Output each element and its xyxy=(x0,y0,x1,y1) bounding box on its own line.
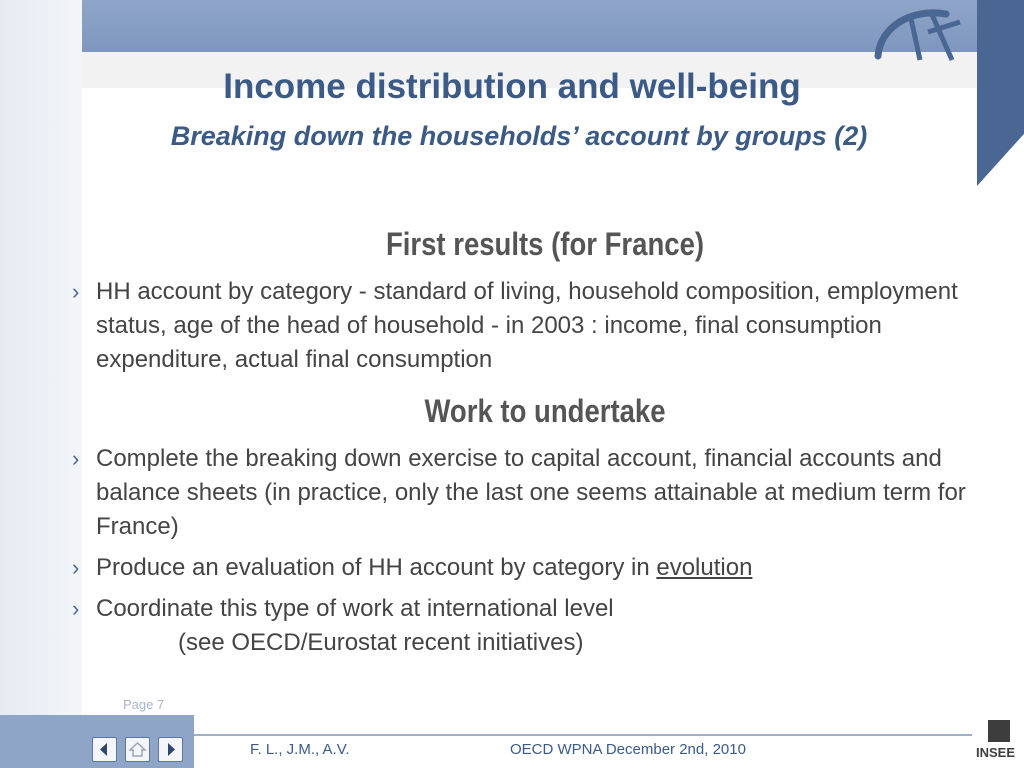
footer-navigation xyxy=(0,715,194,768)
slide-subtitle: Breaking down the households’ account by groups (2) xyxy=(170,121,868,151)
bullet-marker: › xyxy=(72,596,80,621)
bullet-marker: › xyxy=(72,555,80,580)
bullet-complete-breakdown xyxy=(72,442,972,544)
bullet-marker: › xyxy=(72,446,80,471)
header-band xyxy=(82,0,977,52)
right-decorative-column xyxy=(977,0,1024,186)
bullet-hh-account xyxy=(72,275,972,377)
insee-logo-icon xyxy=(988,720,1010,742)
home-button[interactable] xyxy=(125,737,150,762)
bullet-text: Coordinate this type of work at international level xyxy=(96,595,614,622)
footer-event: OECD WPNA December 2nd, 2010 xyxy=(510,741,746,758)
left-decorative-strip xyxy=(0,0,82,715)
footer-divider xyxy=(194,734,972,736)
bullet-marker: › xyxy=(72,279,80,304)
bullet-produce-evaluation xyxy=(72,551,972,585)
page-number: Page 7 xyxy=(123,697,165,712)
previous-arrow-icon xyxy=(93,738,116,761)
slide-title: Income distribution and well-being xyxy=(223,67,801,106)
bullet-text: Complete the breaking down exercise to capital account, financial accounts and balance sheets (in practice, only the last one seems attainable at medium term for France) xyxy=(96,445,966,540)
arc-logo-icon xyxy=(870,2,965,66)
bullet-text: Produce an evaluation of HH account by category in xyxy=(96,554,657,581)
bullet-text: HH account by category - standard of living, household composition, employment status, age of the head of household - in 2003 : income, final consumption expenditure, actual final consumption xyxy=(96,278,958,373)
underlined-word: evolution xyxy=(656,554,753,581)
footer-authors: F. L., J.M., A.V. xyxy=(250,741,350,758)
bullet-coordinate-work xyxy=(72,592,972,660)
home-icon xyxy=(126,738,149,761)
section-heading-first-results: First results (for France) xyxy=(385,226,705,262)
next-arrow-icon xyxy=(159,738,182,761)
bullet-text-wrapper xyxy=(96,551,972,585)
insee-logo xyxy=(974,718,1022,766)
previous-slide-button[interactable] xyxy=(92,737,117,762)
bullet-continuation: (see OECD/Eurostat recent initiatives) xyxy=(178,629,584,656)
insee-logo-text: INSEE xyxy=(976,745,1016,760)
section-heading-work-to-undertake: Work to undertake xyxy=(424,393,666,429)
next-slide-button[interactable] xyxy=(158,737,183,762)
